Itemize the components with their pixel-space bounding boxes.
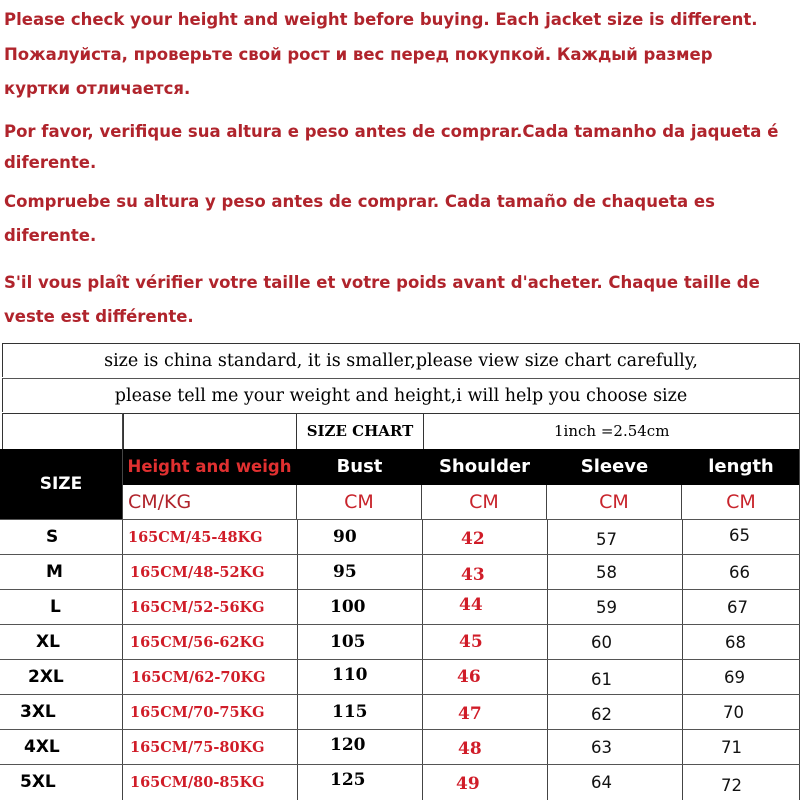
unit-sleeve: CM bbox=[547, 485, 682, 519]
cell-bust: 105 bbox=[330, 632, 366, 652]
inch-conversion-note: 1inch =2.54cm bbox=[554, 422, 670, 440]
cell-size: 5XL bbox=[20, 772, 56, 792]
cell-length: 67 bbox=[727, 598, 748, 617]
blank-cell bbox=[124, 414, 297, 449]
cell-length: 71 bbox=[721, 738, 742, 757]
units-row bbox=[122, 485, 800, 519]
cell-size: L bbox=[50, 597, 61, 617]
notice-line-es-1: Compruebe su altura y peso antes de comprar. Cada tamaño de chaqueta es bbox=[4, 192, 715, 211]
cell-length: 69 bbox=[724, 668, 745, 687]
cell-size: S bbox=[46, 527, 59, 547]
cell-bust: 125 bbox=[330, 770, 366, 790]
cell-bust: 115 bbox=[332, 702, 368, 722]
cell-height-weight: 165CM/70-75KG bbox=[130, 704, 265, 721]
cell-shoulder: 43 bbox=[461, 565, 485, 585]
cell-length: 68 bbox=[725, 633, 746, 652]
blank-cell bbox=[3, 414, 124, 449]
unit-bust: CM bbox=[297, 485, 422, 519]
header-sleeve: Sleeve bbox=[580, 456, 649, 477]
cell-bust: 95 bbox=[333, 562, 357, 582]
cell-bust: 120 bbox=[330, 735, 366, 755]
cell-sleeve: 57 bbox=[596, 530, 617, 549]
cell-sleeve: 63 bbox=[591, 738, 612, 757]
cell-sleeve: 64 bbox=[591, 773, 612, 792]
header-length: length bbox=[708, 456, 774, 477]
notice-line-fr-2: veste est différente. bbox=[4, 307, 194, 326]
header-bust: Bust bbox=[336, 456, 383, 477]
notice-line-en: Please check your height and weight before buying. Each jacket size is different. bbox=[4, 10, 758, 29]
cell-sleeve: 59 bbox=[596, 598, 617, 617]
cell-shoulder: 47 bbox=[458, 704, 482, 724]
table-row-s bbox=[0, 520, 800, 555]
header-size: SIZE bbox=[0, 449, 122, 519]
table-row-3xl bbox=[0, 695, 800, 730]
unit-length: CM bbox=[726, 491, 756, 513]
cell-length: 72 bbox=[721, 776, 742, 795]
cell-shoulder: 49 bbox=[456, 774, 480, 794]
unit-shoulder: CM bbox=[422, 485, 547, 519]
table-row-xl bbox=[0, 625, 800, 660]
table-note-help-choose: please tell me your weight and height,i will help you choose size bbox=[2, 378, 800, 412]
table-row-5xl bbox=[0, 765, 800, 800]
cell-length: 65 bbox=[729, 526, 750, 545]
cell-length: 66 bbox=[729, 563, 750, 582]
cell-height-weight: 165CM/80-85KG bbox=[130, 774, 265, 791]
cell-size: M bbox=[46, 562, 63, 582]
header-shoulder: Shoulder bbox=[438, 456, 531, 477]
header-height-weight: Height and weigh bbox=[127, 457, 292, 476]
notice-line-ru-1: Пожалуйста, проверьте свой рост и вес перед покупкой. Каждый размер bbox=[4, 45, 713, 64]
notice-line-fr-1: S'il vous plaît vérifier votre taille et votre poids avant d'acheter. Chaque taille de bbox=[4, 273, 760, 292]
cell-sleeve: 61 bbox=[591, 670, 612, 689]
cell-bust: 90 bbox=[333, 527, 357, 547]
table-row-4xl bbox=[0, 730, 800, 765]
size-chart-table bbox=[0, 343, 800, 800]
cell-size: 2XL bbox=[28, 667, 64, 687]
notice-line-pt-2: diferente. bbox=[4, 153, 97, 172]
cell-height-weight: 165CM/75-80KG bbox=[130, 739, 265, 756]
unit-height-weight: CM/KG bbox=[122, 485, 297, 519]
cell-height-weight: 165CM/48-52KG bbox=[130, 564, 265, 581]
cell-sleeve: 58 bbox=[596, 563, 617, 582]
table-row-2xl bbox=[0, 660, 800, 695]
cell-sleeve: 62 bbox=[591, 705, 612, 724]
cell-height-weight: 165CM/45-48KG bbox=[128, 529, 263, 546]
cell-size: XL bbox=[36, 632, 60, 652]
size-notice bbox=[0, 0, 800, 340]
cell-sleeve: 60 bbox=[591, 633, 612, 652]
notice-line-es-2: diferente. bbox=[4, 226, 97, 245]
chart-title: SIZE CHART bbox=[297, 414, 424, 449]
cell-size: 4XL bbox=[24, 737, 60, 757]
cell-shoulder: 44 bbox=[459, 595, 483, 615]
table-note-china-standard: size is china standard, it is smaller,please view size chart carefully, bbox=[2, 343, 800, 377]
cell-height-weight: 165CM/52-56KG bbox=[130, 599, 265, 616]
table-row-m bbox=[0, 555, 800, 590]
cell-height-weight: 165CM/62-70KG bbox=[131, 669, 266, 686]
cell-length: 70 bbox=[723, 703, 744, 722]
cell-bust: 100 bbox=[330, 597, 366, 617]
cell-shoulder: 46 bbox=[457, 667, 481, 687]
table-row-l bbox=[0, 590, 800, 625]
cell-shoulder: 45 bbox=[459, 632, 483, 652]
cell-bust: 110 bbox=[332, 665, 368, 685]
notice-line-ru-2: куртки отличается. bbox=[4, 79, 191, 98]
notice-line-pt-1: Por favor, verifique sua altura e peso antes de comprar.Cada tamanho da jaqueta é bbox=[4, 122, 779, 141]
cell-shoulder: 42 bbox=[461, 529, 485, 549]
cell-height-weight: 165CM/56-62KG bbox=[130, 634, 265, 651]
cell-shoulder: 48 bbox=[458, 739, 482, 759]
cell-size: 3XL bbox=[20, 702, 56, 722]
